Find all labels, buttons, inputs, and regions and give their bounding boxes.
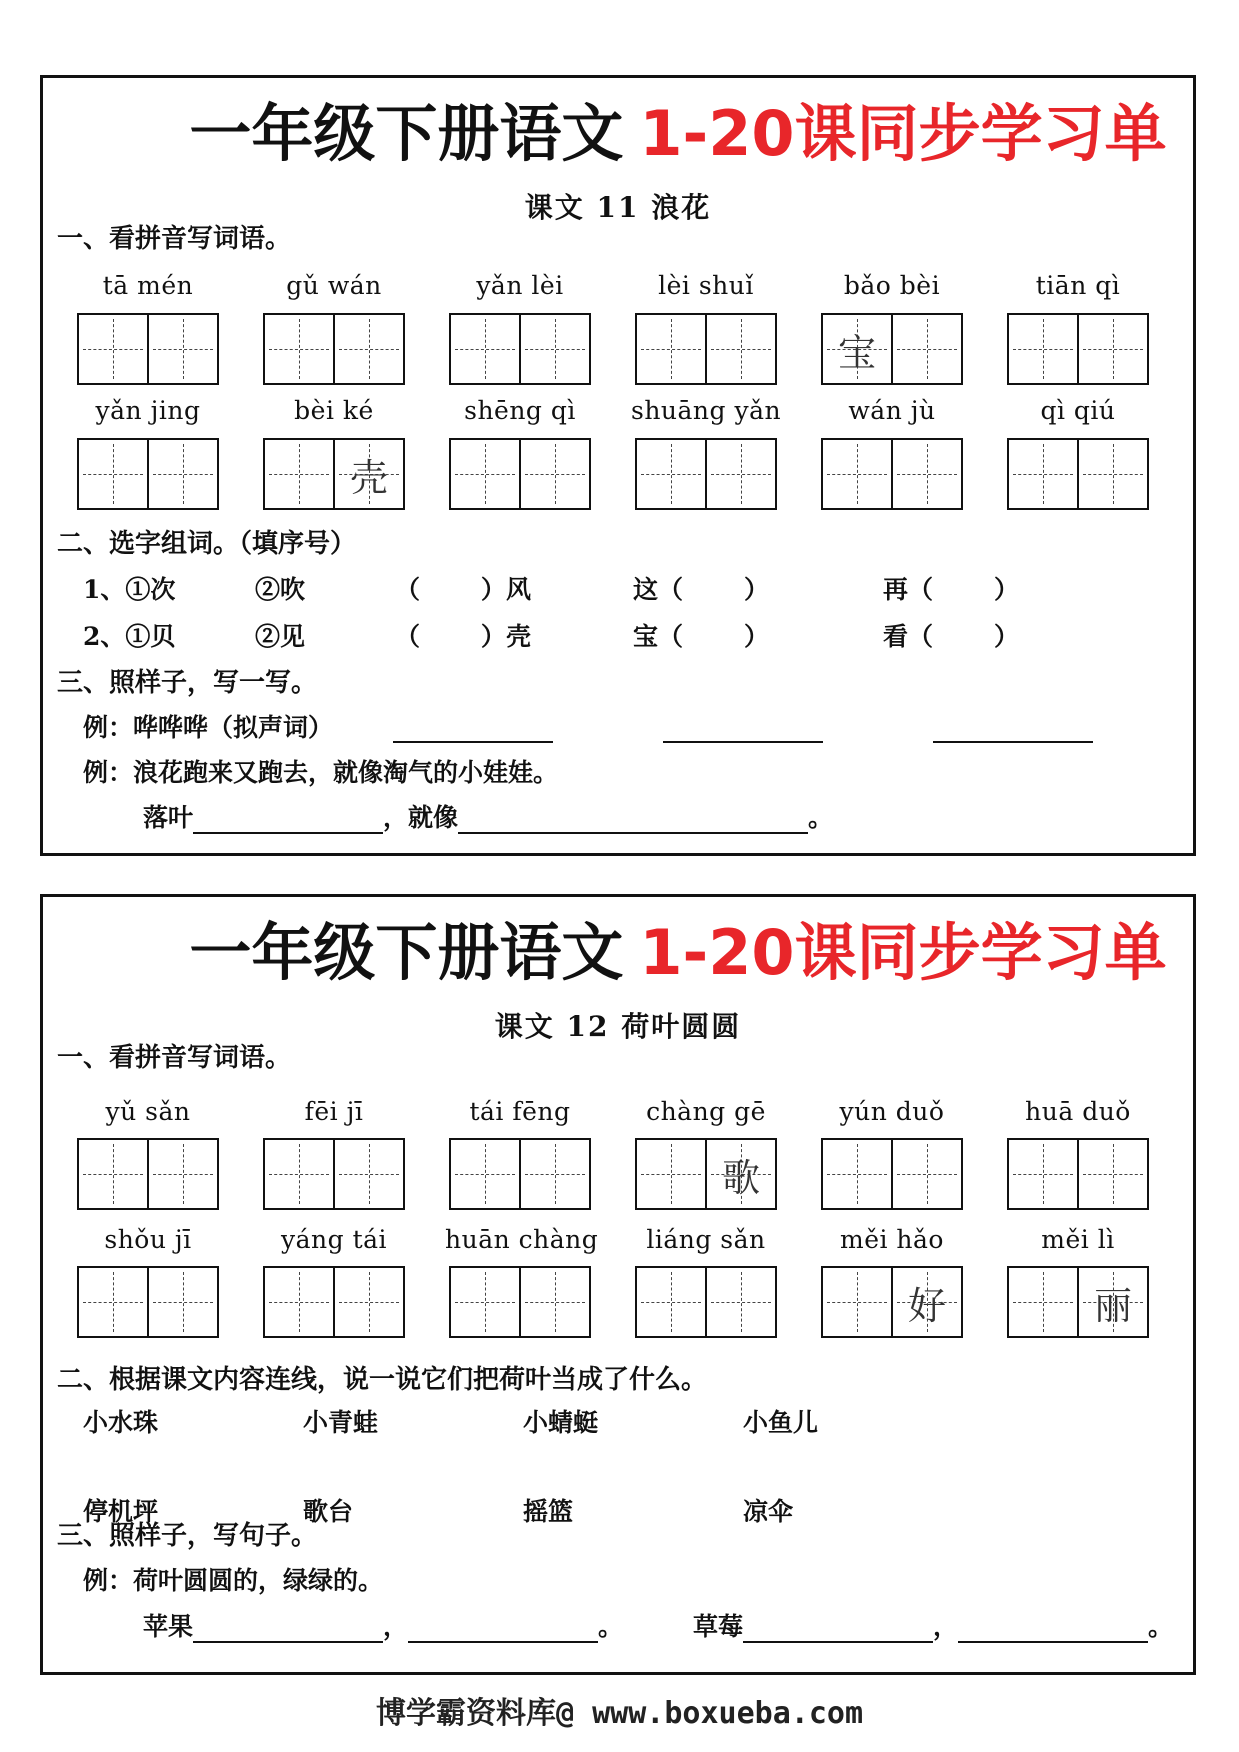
worksheet-lesson-11 — [40, 75, 1196, 856]
word: 这 — [633, 575, 659, 604]
punctuation: 。 — [808, 803, 834, 832]
writing-grid[interactable] — [635, 313, 777, 385]
hint-character: 好 — [907, 1283, 946, 1328]
grid-cell[interactable] — [451, 440, 521, 508]
grid-cell[interactable] — [1079, 315, 1147, 383]
grid-cell[interactable] — [893, 315, 961, 383]
punctuation: 。 — [598, 1612, 624, 1641]
grid-cell[interactable] — [1009, 440, 1079, 508]
pinyin-label: bǎo bèi — [843, 271, 941, 300]
grid-cell[interactable] — [1079, 440, 1147, 508]
fill-blank-2[interactable]: 这（ ） — [633, 575, 769, 604]
pinyin-label: yǎn jing — [95, 396, 201, 425]
pinyin-label: huā duǒ — [1025, 1097, 1131, 1126]
pinyin-label: shǒu jī — [104, 1225, 192, 1254]
match-subject[interactable]: 小蜻蜓 — [523, 1408, 599, 1437]
writing-grid[interactable] — [449, 438, 591, 510]
grid-cell[interactable] — [451, 1140, 521, 1208]
worksheet-lesson-12 — [40, 894, 1196, 1675]
hint-character: 宝 — [837, 330, 876, 375]
option-1: ①贝 — [125, 622, 176, 651]
answer-line[interactable] — [193, 831, 383, 834]
writing-grid[interactable] — [263, 1266, 405, 1338]
grid-cell[interactable] — [265, 1268, 335, 1336]
footer-watermark: 博学霸资料库@ www.boxueba.com — [375, 1696, 864, 1731]
word: 壳 — [505, 622, 531, 651]
grid-cell[interactable] — [707, 1140, 775, 1208]
writing-grid[interactable] — [821, 438, 963, 510]
grid-cell[interactable] — [823, 315, 893, 383]
grid-cell[interactable] — [149, 1268, 217, 1336]
example-1 — [83, 708, 333, 744]
grid-cell[interactable] — [521, 315, 589, 383]
title-black: 一年级下册语文 — [189, 97, 624, 170]
pinyin-label: liáng sǎn — [646, 1225, 766, 1254]
word: 风 — [505, 575, 531, 604]
title-red: 1-20课同步学习单 — [639, 916, 1167, 989]
row-number: 1、 — [83, 575, 126, 604]
title-black: 一年级下册语文 — [189, 916, 624, 989]
grid-cell[interactable] — [521, 1268, 589, 1336]
example-2: 例：浪花跑来又跑去，就像淘气的小娃娃。 — [83, 758, 559, 787]
lesson-title: 课文 11 浪花 — [524, 191, 712, 224]
match-subject[interactable]: 小青蛙 — [303, 1408, 379, 1437]
grid-cell[interactable] — [893, 1268, 961, 1336]
writing-grid[interactable] — [635, 1266, 777, 1338]
grid-cell[interactable] — [1079, 1268, 1147, 1336]
answer-line[interactable] — [458, 831, 808, 834]
grid-cell[interactable] — [637, 1140, 707, 1208]
sentence-fill-2 — [693, 1607, 1173, 1643]
section-3-heading: 三、照样子，写一写。 — [57, 668, 318, 698]
hint-character: 丽 — [1093, 1283, 1132, 1328]
hint-character: 壳 — [349, 455, 388, 500]
answer-line[interactable] — [393, 740, 553, 743]
pinyin-label: huān chàng — [445, 1225, 599, 1254]
grid-cell[interactable] — [707, 440, 775, 508]
section-2-heading: 二、选字组词。（填序号） — [57, 529, 357, 559]
answer-line[interactable] — [408, 1640, 598, 1643]
grid-cell[interactable] — [521, 1140, 589, 1208]
example: 例：荷叶圆圆的，绿绿的。 — [83, 1566, 384, 1595]
section-1-heading: 一、看拼音写词语。 — [57, 224, 292, 254]
pinyin-label: tā mén — [102, 271, 194, 300]
grid-cell[interactable] — [451, 1268, 521, 1336]
option-2: ②吹 — [255, 575, 306, 604]
writing-grid[interactable] — [77, 1138, 219, 1210]
grid-cell[interactable] — [823, 1140, 893, 1208]
grid-cell[interactable] — [79, 440, 149, 508]
grid-cell[interactable] — [637, 440, 707, 508]
pinyin-label: měi hǎo — [839, 1225, 944, 1254]
writing-grid[interactable] — [263, 438, 405, 510]
fill-blank-3[interactable]: 再（ ） — [883, 575, 1019, 604]
grid-cell[interactable] — [335, 1268, 403, 1336]
grid-cell[interactable] — [451, 315, 521, 383]
section-3-heading: 三、照样子，写句子。 — [57, 1521, 318, 1551]
grid-cell[interactable] — [893, 440, 961, 508]
writing-grid[interactable] — [263, 313, 405, 385]
word: 看 — [883, 622, 909, 651]
grid-cell[interactable] — [1009, 1140, 1079, 1208]
writing-grid[interactable] — [449, 1138, 591, 1210]
option-1: ①次 — [125, 575, 176, 604]
grid-cell[interactable] — [79, 315, 149, 383]
choice-row — [83, 570, 175, 606]
grid-cell[interactable] — [707, 1268, 775, 1336]
punctuation: 。 — [1148, 1612, 1174, 1641]
section-2-heading: 二、根据课文内容连线，说一说它们把荷叶当成了什么。 — [57, 1365, 708, 1395]
pinyin-label: bèi ké — [294, 396, 374, 425]
grid-cell[interactable] — [335, 1140, 403, 1208]
grid-cell[interactable] — [265, 440, 335, 508]
grid-cell[interactable] — [823, 440, 893, 508]
grid-cell[interactable] — [149, 315, 217, 383]
grid-cell[interactable] — [265, 315, 335, 383]
writing-grid[interactable] — [77, 1266, 219, 1338]
match-object[interactable]: 摇篮 — [523, 1497, 574, 1526]
grid-cell[interactable] — [893, 1140, 961, 1208]
word: ，就像 — [383, 803, 459, 832]
pinyin-label: chàng gē — [646, 1097, 766, 1126]
grid-cell[interactable] — [79, 1140, 149, 1208]
answer-line[interactable] — [743, 1640, 933, 1643]
grid-cell[interactable] — [149, 1140, 217, 1208]
match-subject[interactable]: 小水珠 — [83, 1408, 159, 1437]
example-text: 例：哗哗哗（拟声词） — [83, 713, 334, 742]
writing-grid[interactable] — [77, 313, 219, 385]
match-object[interactable]: 凉伞 — [743, 1497, 794, 1526]
pinyin-label: gǔ wán — [286, 271, 382, 300]
writing-grid[interactable] — [1007, 438, 1149, 510]
writing-grid[interactable] — [77, 438, 219, 510]
grid-cell[interactable] — [335, 315, 403, 383]
writing-grid[interactable] — [449, 1266, 591, 1338]
fill-blank-1[interactable]: （ ）风 — [395, 575, 531, 604]
row-number: 2、 — [83, 622, 126, 651]
grid-cell[interactable] — [637, 315, 707, 383]
grid-cell[interactable] — [1009, 315, 1079, 383]
word: 落叶 — [143, 803, 194, 832]
grid-cell[interactable] — [1079, 1140, 1147, 1208]
title-red: 1-20课同步学习单 — [639, 97, 1167, 170]
answer-line[interactable] — [933, 740, 1093, 743]
answer-line[interactable] — [193, 1640, 383, 1643]
answer-line[interactable] — [958, 1640, 1148, 1643]
pinyin-label: shuāng yǎn — [631, 396, 782, 425]
writing-grid[interactable] — [821, 313, 963, 385]
option-2: ②见 — [255, 622, 306, 651]
grid-cell[interactable] — [823, 1268, 893, 1336]
fill-blank-1[interactable]: （ ）壳 — [395, 622, 531, 651]
page-title — [43, 94, 1193, 174]
pinyin-label: shēng qì — [464, 396, 576, 425]
sentence-fill-1 — [143, 1607, 623, 1643]
page-title — [43, 913, 1193, 993]
hint-character: 歌 — [721, 1155, 760, 1200]
answer-line[interactable] — [663, 740, 823, 743]
word: 草莓 — [693, 1612, 744, 1641]
writing-grid[interactable] — [821, 1138, 963, 1210]
writing-grid[interactable] — [1007, 313, 1149, 385]
writing-grid[interactable] — [1007, 1138, 1149, 1210]
pinyin-label: yǔ sǎn — [105, 1097, 191, 1126]
pinyin-label: tái fēng — [469, 1097, 571, 1126]
lesson-title: 课文 12 荷叶圆圆 — [494, 1010, 742, 1043]
punctuation: ， — [383, 1612, 409, 1641]
match-object[interactable]: 歌台 — [303, 1497, 354, 1526]
word: 苹果 — [143, 1612, 194, 1641]
grid-cell[interactable] — [265, 1140, 335, 1208]
writing-grid[interactable] — [821, 1266, 963, 1338]
punctuation: ， — [933, 1612, 959, 1641]
pinyin-label: fēi jī — [304, 1097, 364, 1126]
grid-cell[interactable] — [335, 440, 403, 508]
grid-cell[interactable] — [707, 315, 775, 383]
pinyin-label: lèi shuǐ — [658, 271, 754, 300]
word: 再 — [883, 575, 909, 604]
grid-cell[interactable] — [637, 1268, 707, 1336]
writing-grid[interactable] — [263, 1138, 405, 1210]
grid-cell[interactable] — [149, 440, 217, 508]
grid-cell[interactable] — [79, 1268, 149, 1336]
pinyin-label: yún duǒ — [839, 1097, 945, 1126]
pinyin-label: wán jù — [848, 396, 936, 425]
section-1-heading: 一、看拼音写词语。 — [57, 1043, 292, 1073]
choice-row — [83, 617, 175, 653]
sentence-fill — [143, 798, 833, 834]
writing-grid[interactable] — [1007, 1266, 1149, 1338]
pinyin-label: tiān qì — [1035, 271, 1121, 300]
grid-cell[interactable] — [521, 440, 589, 508]
pinyin-label: yáng tái — [280, 1225, 388, 1254]
pinyin-label: yǎn lèi — [476, 271, 564, 300]
pinyin-label: měi lì — [1041, 1225, 1115, 1254]
writing-grid[interactable] — [635, 438, 777, 510]
grid-cell[interactable] — [1009, 1268, 1079, 1336]
writing-grid[interactable] — [449, 313, 591, 385]
writing-grid[interactable] — [635, 1138, 777, 1210]
match-object[interactable]: 停机坪 — [83, 1497, 159, 1526]
word: 宝 — [633, 622, 659, 651]
pinyin-label: qì qiú — [1040, 396, 1116, 425]
match-subject[interactable]: 小鱼儿 — [743, 1408, 819, 1437]
fill-blank-3[interactable]: 看（ ） — [883, 622, 1019, 651]
fill-blank-2[interactable]: 宝（ ） — [633, 622, 769, 651]
